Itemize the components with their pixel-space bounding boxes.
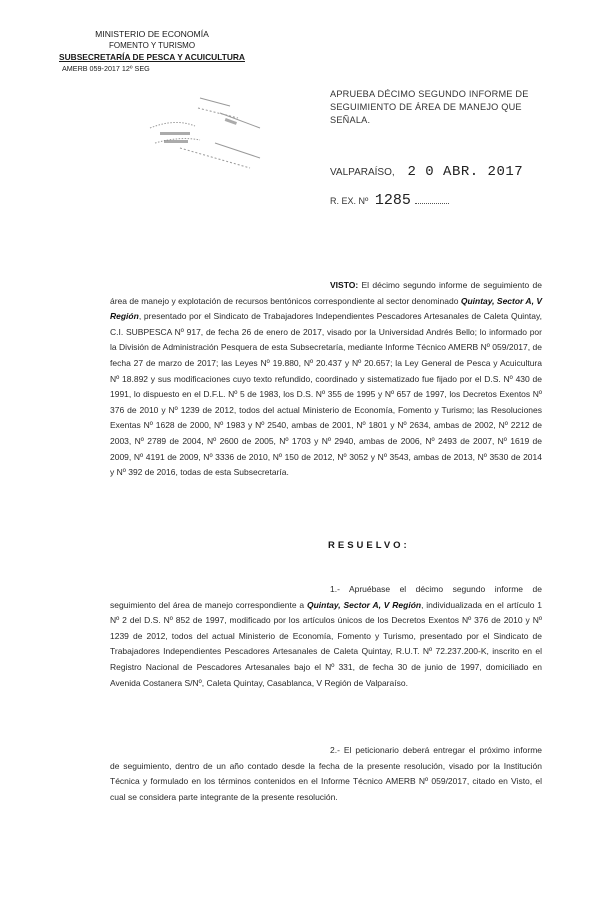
- item-1-text: 1.- Apruébase el décimo segundo informe de seguimiento del área de manejo correspondiente a: [110, 584, 542, 610]
- document-subject: APRUEBA DÉCIMO SEGUNDO INFORME DE SEGUIMIENTO DE ÁREA DE MANEJO QUE SEÑALA.: [330, 89, 529, 125]
- place-label: VALPARAÍSO,: [330, 167, 395, 178]
- issue-date: 2 0 ABR. 2017: [407, 164, 524, 180]
- ministry-sub: FOMENTO Y TURISMO: [108, 41, 196, 51]
- resolution-number: 1285: [374, 192, 411, 209]
- resolution-label: R. EX. Nº: [330, 196, 369, 206]
- underline: [415, 203, 449, 204]
- item-1-sector: Quintay, Sector A, V Región: [306, 599, 422, 610]
- subsecretary-name: SUBSECRETARÍA DE PESCA Y ACUICULTURA: [59, 51, 245, 62]
- visto-paragraph: [110, 278, 542, 481]
- resuelvo-heading: RESUELVO:: [328, 540, 410, 551]
- ministry-name: MINISTERIO DE ECONOMÍA: [95, 29, 209, 39]
- file-reference: AMERB 059-2017 12º SEG: [62, 64, 150, 74]
- visto-text-2: , presentado por el Sindicato de Trabajadores Independientes Pescadores Artesanales de Caleta Quintay, C.I. SUBPESCA Nº 917, de fecha 26 de enero de 2017, visado por la Universidad Andrés Bello; lo informado por la División de Administración Pesquera de esta Subsecretaría, mediante Informe Técnico AMERB Nº 059/2017, de fecha 27 de marzo de 2017; las Leyes Nº 19.880, Nº 20.437 y Nº 20.657; la Ley General de Pesca y Acuicultura Nº 18.892 y sus modificaciones cuyo texto refundido, coordinado y sistematizado fue fijado por el D.S. Nº 430 de 1991, lo dispuesto en el D.F.L. Nº 5 de 1983, los D.S. Nº 355 de 1995 y Nº 657 de 1997, los Decretos Exentos Nº 376 de 2010 y Nº 1239 de 2012, todos del actual Ministerio de Economía, Fomento y Turismo; las Resoluciones Exentas Nº 1628 de 2000, Nº 1983 y Nº 2540, ambas de 2001, Nº 1801 y Nº 2634, ambas de 2002, Nº 2212 de 2003, Nº 2789 de 2004, Nº 2600 de 2005, Nº 1703 y Nº 2940, ambas de 2006, Nº 2493 de 2007, Nº 1619 de 2009, Nº 4191 de 2009, Nº 3336 de 2010, Nº 150 de 2012, Nº 3052 y Nº 3543, ambas de 2013, Nº 3530 de 2014 y Nº 392 de 2016, todas de esta Subsecretaría.: [110, 311, 542, 478]
- visto-sector: Quintay, Sector A, V Región: [110, 295, 542, 322]
- resolution-number-line: [330, 192, 449, 209]
- item-1-paragraph: [110, 582, 542, 691]
- visto-label: VISTO:: [330, 280, 359, 290]
- visto-text: El décimo segundo informe de seguimiento de área de manejo y explotación de recursos bentónicos correspondiente al sector denominado: [110, 280, 542, 306]
- ministry-header: [52, 29, 252, 75]
- item-2-text: 2.- El peticionario deberá entregar el próximo informe de seguimiento, dentro de un año contado desde la fecha de la presente resolución, visado por la Institución Técnica y formulado en los términos contenidos en el Informe Técnico AMERB Nº 059/2017, citado en Visto, el cual se considera parte integrante de la presente resolución.: [110, 745, 542, 802]
- stamp-image: [120, 88, 270, 178]
- item-1-text-2: , individualizada en el artículo 1 Nº 2 del D.S. Nº 852 de 1997, modificado por los artículos únicos de los Decretos Exentos Nº 376 de 2010 y Nº 1239 de 2012, todos del actual Ministerio de Economía, Fomento y Turismo, presentado por el Sindicato de Trabajadores Independientes Pescadores Artesanales de Caleta Quintay, R.U.T. Nº 72.237.200-K, inscrito en el Registro Nacional de Pescadores Artesanales bajo el Nº 331, de fecha 30 de junio de 1997, domiciliado en Avenida Costanera S/Nº, Caleta Quintay, Casablanca, V Región de Valparaíso.: [110, 599, 543, 688]
- place-date: [330, 164, 523, 180]
- item-2-paragraph: [110, 743, 542, 805]
